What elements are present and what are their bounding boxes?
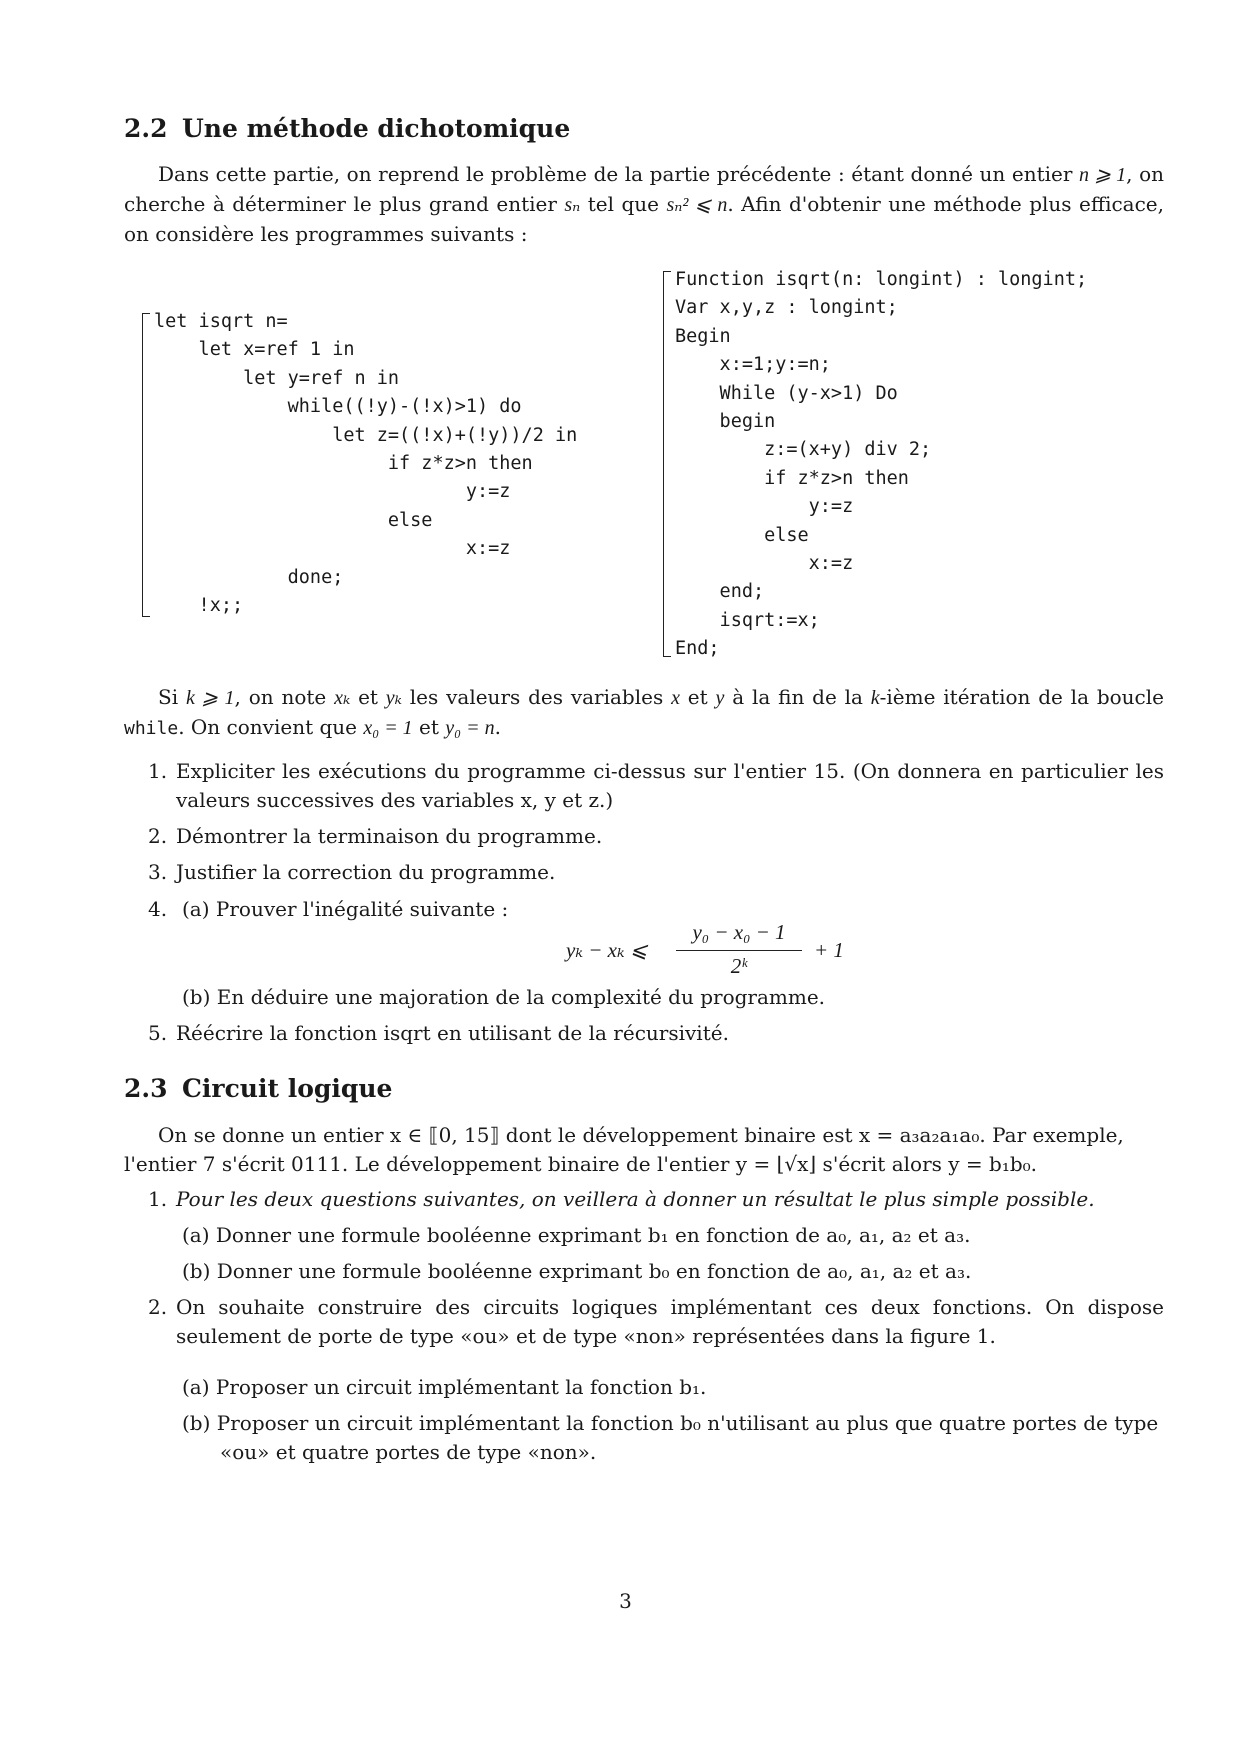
- pascal-code: Function isqrt(n: longint) : longint; Var x,y,z : longint; Begin x:=1;y:=n; While (y-x>1) Do begin z:=(x+y) div 2; if z*z>n then y:=z else x:=z end; isqrt:=x; End;: [675, 269, 1088, 660]
- question-2: 2. Démontrer la terminaison du programme.: [148, 824, 603, 848]
- section-title: Une méthode dichotomique: [182, 114, 571, 143]
- circuit-question-2b: (b) Proposer un circuit implémentant la fonction b₀ n'utilisant au plus que quatre portes de type «ou» et quatre portes de type «non».: [182, 1411, 1159, 1464]
- formula-numerator: y₀ − x₀ − 1: [692, 920, 786, 944]
- section-title: Circuit logique: [182, 1074, 393, 1103]
- circuit-question-1b: (b) Donner une formule booléenne exprimant b₀ en fonction de a₀, a₁, a₂ et a₃.: [182, 1259, 972, 1283]
- pascal-code-bracket: [663, 271, 671, 657]
- ocaml-code-bracket: [142, 313, 150, 617]
- question-5: 5. Réécrire la fonction isqrt en utilisant de la récursivité.: [148, 1021, 729, 1045]
- formula-denominator: 2ᵏ: [730, 954, 748, 978]
- circuit-question-2: 2. On souhaite construire des circuits logiques implémentant ces deux fonctions. On dispose seulement de porte de type «ou» et de type «non» représentées dans la figure 1.: [148, 1295, 1164, 1348]
- circuit-intro: On se donne un entier x ∈ ⟦0, 15⟧ dont le développement binaire est x = a₃a₂a₁a₀. Par exemple, l'entier 7 s'écrit 0111. Le développement binaire de l'entier y = ⌊√x⌋ s'écrit alors y = b₁b₀.: [124, 1123, 1124, 1176]
- section-heading-2-3: [124, 1074, 392, 1103]
- question-3: 3. Justifier la correction du programme.: [148, 860, 556, 884]
- ocaml-code: let isqrt n= let x=ref 1 in let y=ref n in while((!y)-(!x)>1) do let z=((!x)+(!y))/2 in if z*z>n then y:=z else x:=z done; !x;;: [154, 311, 578, 617]
- formula-rhs: + 1: [814, 938, 844, 962]
- section-number: 2.3: [124, 1074, 168, 1103]
- fraction-bar: [676, 950, 802, 951]
- section-number: 2.2: [124, 114, 168, 143]
- circuit-question-1a: (a) Donner une formule booléenne exprimant b₁ en fonction de a₀, a₁, a₂ et a₃.: [182, 1223, 971, 1247]
- intro-paragraph: Dans cette partie, on reprend le problème de la partie précédente : étant donné un entier n ⩾ 1, on cherche à déterminer le plus grand entier sₙ tel que sₙ² ⩽ n. Afin d'obtenir une méthode plus efficace, on considère les programmes suivants :: [124, 162, 1164, 246]
- iteration-note: Si k ⩾ 1, on note xₖ et yₖ les valeurs des variables x et y à la fin de la k-ième itération de la boucle while. On convient que x₀ = 1 et y₀ = n.: [124, 685, 1164, 739]
- section-heading-2-2: [124, 114, 570, 143]
- circuit-question-1: 1. Pour les deux questions suivantes, on veillera à donner un résultat le plus simple possible.: [148, 1187, 1095, 1211]
- circuit-question-2a: (a) Proposer un circuit implémentant la fonction b₁.: [182, 1375, 707, 1399]
- question-1: 1. Expliciter les exécutions du programme ci-dessus sur l'entier 15. (On donnera en particulier les valeurs successives des variables x, y et z.): [148, 759, 1164, 812]
- question-4b: (b) En déduire une majoration de la complexité du programme.: [182, 985, 826, 1009]
- page-number: 3: [619, 1589, 632, 1613]
- formula-lhs: yₖ − xₖ ⩽: [566, 938, 648, 962]
- question-4a: 4. (a) Prouver l'inégalité suivante :: [148, 897, 509, 921]
